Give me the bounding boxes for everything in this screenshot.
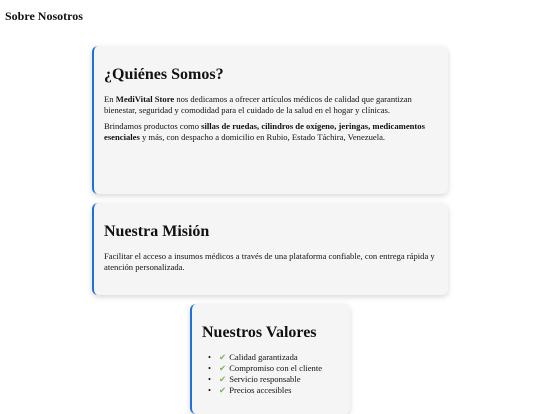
about-paragraph-2: [104, 121, 436, 142]
about-heading: ¿Quiénes Somos?: [104, 66, 224, 83]
check-icon: ✔: [219, 375, 227, 385]
values-card: [190, 304, 350, 414]
about-p2-after: y más, con despacho a domicilio en Rubio, Estado Táchira, Venezuela.: [139, 131, 386, 142]
product-list: sillas de ruedas, cilindros de oxígeno, jeringas, medicamentos esenciales: [104, 121, 425, 142]
check-icon: ✔: [219, 353, 227, 363]
list-item: [219, 374, 340, 385]
about-paragraph-1: [104, 94, 436, 115]
value-label: Servicio responsable: [229, 374, 301, 384]
values-heading: Nuestros Valores: [202, 324, 317, 341]
value-label: Calidad garantizada: [229, 352, 298, 362]
list-item: [219, 363, 340, 374]
check-icon: ✔: [219, 364, 227, 374]
list-item: [219, 352, 340, 363]
list-item: [219, 385, 340, 396]
about-p1-before: En: [104, 94, 116, 104]
mission-text: Facilitar el acceso a insumos médicos a través de una plataforma confiable, con entrega rápida y atención personalizada.: [104, 251, 435, 272]
brand-name: MediVital Store: [115, 94, 175, 104]
check-icon: ✔: [219, 386, 227, 396]
about-p2-before: Brindamos productos como: [104, 121, 202, 131]
mission-card: [92, 203, 448, 295]
page-title: Sobre Nosotros: [5, 9, 83, 23]
value-label: Compromiso con el cliente: [229, 363, 323, 373]
mission-heading: Nuestra Misión: [104, 223, 210, 240]
values-list: [202, 352, 340, 396]
about-p1-after: nos dedicamos a ofrecer artículos médicos de calidad que garantizan bienestar, seguridad y comodidad para el cuidado de la salud en el hogar y clínicas.: [104, 94, 412, 115]
value-label: Precios accesibles: [229, 385, 292, 395]
about-card: [92, 46, 448, 194]
